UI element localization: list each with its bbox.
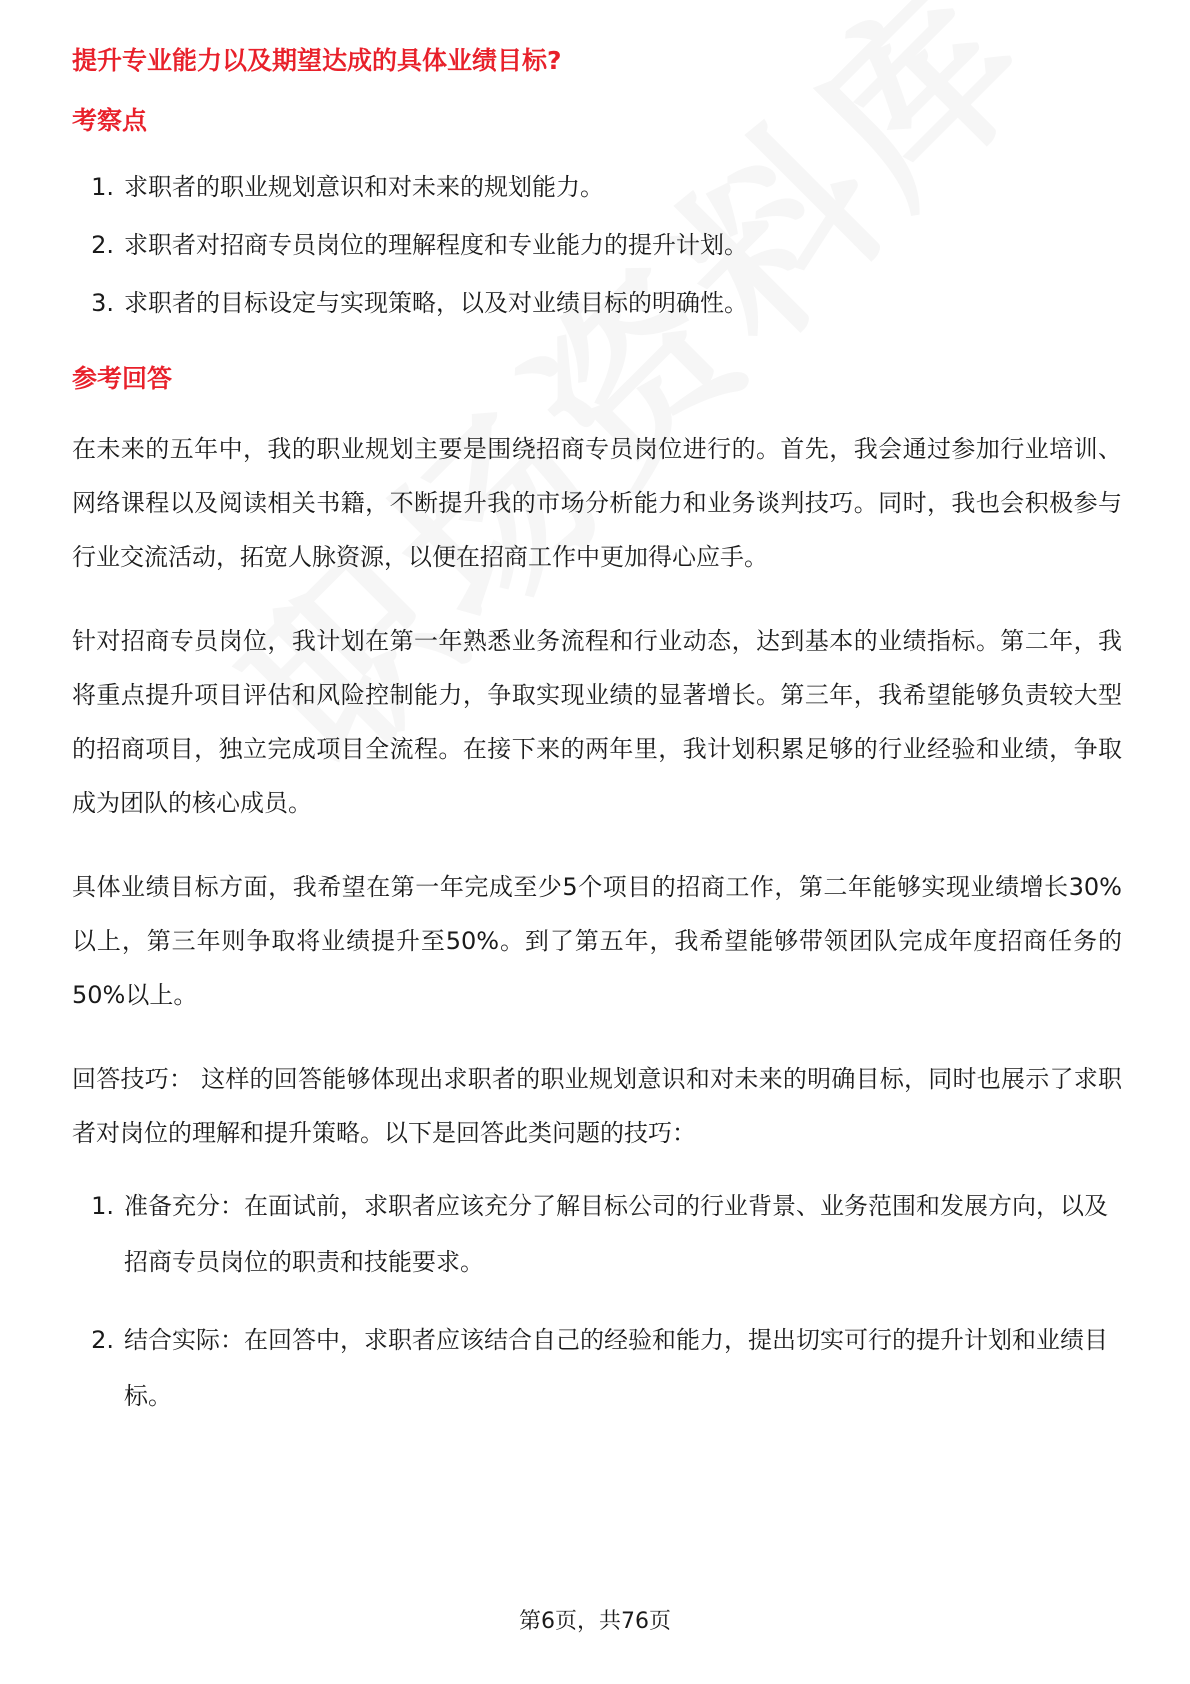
page-number: 第6页，共76页 bbox=[519, 1609, 671, 1634]
list-item bbox=[72, 158, 1122, 216]
list-number: 2. bbox=[91, 1326, 114, 1354]
list-item bbox=[72, 274, 1122, 332]
tips-intro-paragraph: 回答技巧： 这样的回答能够体现出求职者的职业规划意识和对未来的明确目标，同时也展示了求职者对岗位的理解和提升策略。以下是回答此类问题的技巧： bbox=[72, 1065, 1122, 1147]
tips-list bbox=[72, 1178, 1122, 1424]
list-number: 2. bbox=[91, 231, 114, 259]
list-text: 求职者的职业规划意识和对未来的规划能力。 bbox=[124, 173, 604, 201]
list-text: 求职者对招商专员岗位的理解程度和专业能力的提升计划。 bbox=[124, 231, 748, 259]
list-text: 准备充分：在面试前，求职者应该充分了解目标公司的行业背景、业务范围和发展方向，以及招商专员岗位的职责和技能要求。 bbox=[124, 1192, 1108, 1276]
list-number: 3. bbox=[91, 289, 114, 317]
list-text: 求职者的目标设定与实现策略，以及对业绩目标的明确性。 bbox=[124, 289, 748, 317]
question-title: 提升专业能力以及期望达成的具体业绩目标? bbox=[72, 46, 562, 75]
assessment-list bbox=[72, 158, 1122, 332]
list-item bbox=[72, 216, 1122, 274]
answer-paragraph: 在未来的五年中，我的职业规划主要是围绕招商专员岗位进行的。首先，我会通过参加行业培训、网络课程以及阅读相关书籍，不断提升我的市场分析能力和业务谈判技巧。同时，我也会积极参与行业交流活动，拓宽人脉资源，以便在招商工作中更加得心应手。 bbox=[72, 435, 1122, 571]
list-text: 结合实际：在回答中，求职者应该结合自己的经验和能力，提出切实可行的提升计划和业绩目标。 bbox=[124, 1326, 1108, 1410]
list-item bbox=[72, 1312, 1122, 1424]
list-item bbox=[72, 1178, 1122, 1290]
content-area bbox=[72, 44, 1122, 1446]
list-number: 1. bbox=[91, 173, 114, 201]
assessment-heading: 考察点 bbox=[72, 106, 148, 135]
answer-paragraph: 针对招商专员岗位，我计划在第一年熟悉业务流程和行业动态，达到基本的业绩指标。第二年，我将重点提升项目评估和风险控制能力，争取实现业绩的显著增长。第三年，我希望能够负责较大型的招商项目，独立完成项目全流程。在接下来的两年里，我计划积累足够的行业经验和业绩，争取成为团队的核心成员。 bbox=[72, 627, 1122, 817]
list-number: 1. bbox=[91, 1192, 114, 1220]
answer-paragraph: 具体业绩目标方面，我希望在第一年完成至少5个项目的招商工作，第二年能够实现业绩增长30%以上，第三年则争取将业绩提升至50%。到了第五年，我希望能够带领团队完成年度招商任务的50%以上。 bbox=[72, 873, 1122, 1009]
answer-heading: 参考回答 bbox=[72, 364, 173, 393]
